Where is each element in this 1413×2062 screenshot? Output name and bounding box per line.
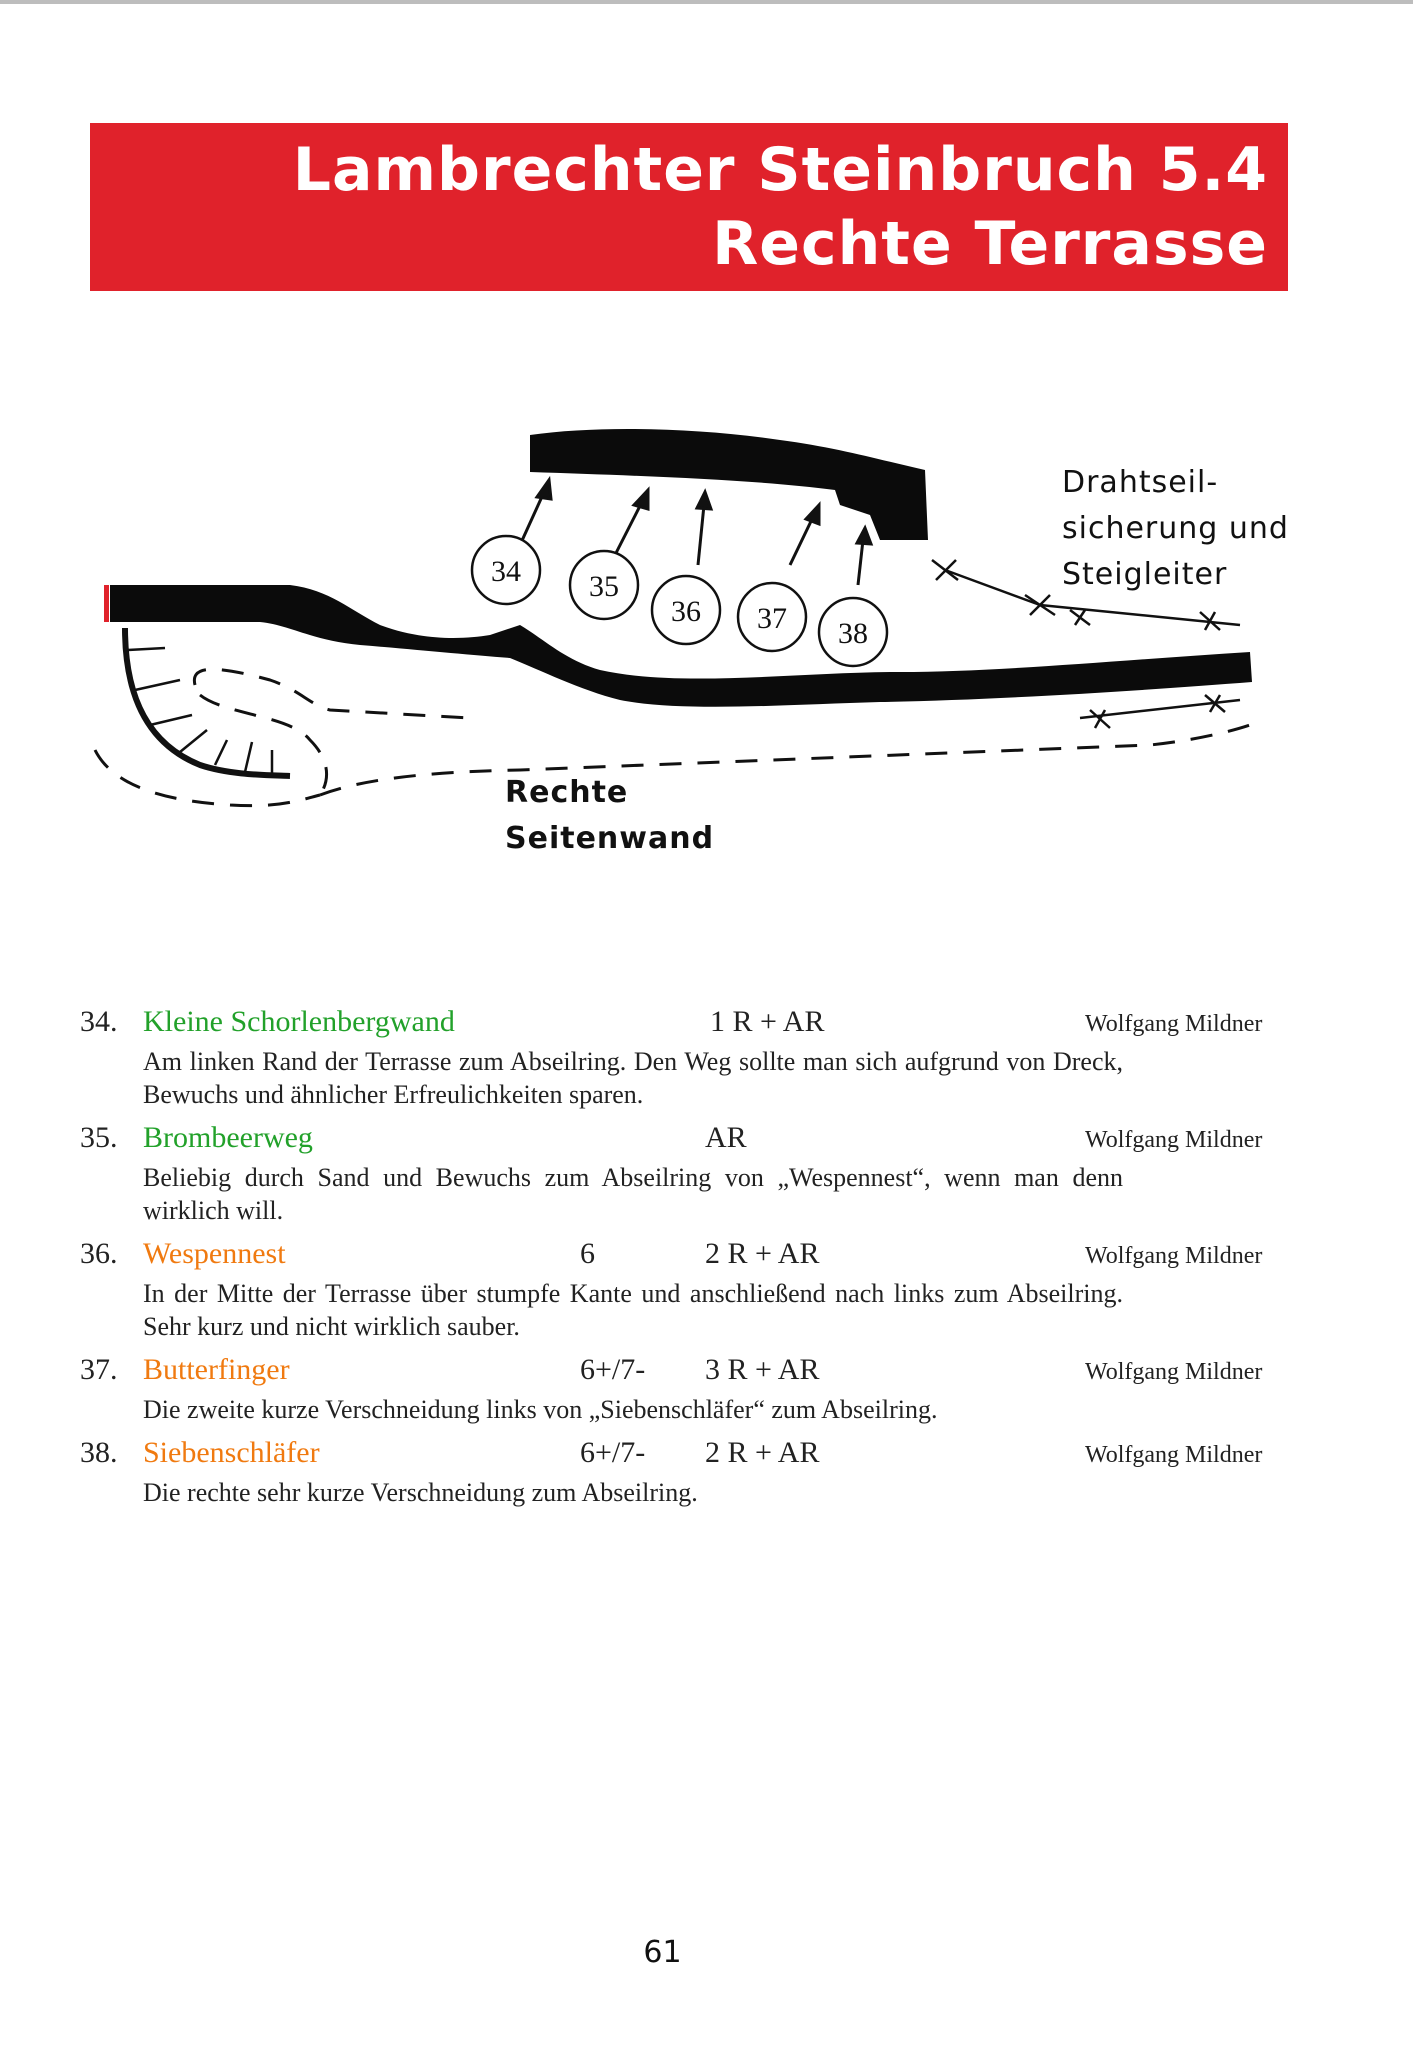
wire-rope-label-line-2: sicherung und [1062, 511, 1289, 546]
route-protection: 2 R + AR [705, 1436, 820, 1469]
route-marker-37: 37 [757, 602, 787, 635]
route-header [80, 1353, 1300, 1393]
wire-rope-label-line-3: Steigleiter [1062, 557, 1228, 592]
route-author: Wolfgang Mildner [1085, 1243, 1263, 1269]
route-entry [80, 1121, 1300, 1227]
route-marker-38: 38 [838, 617, 868, 650]
left-gully [125, 628, 290, 776]
route-number: 36. [80, 1237, 118, 1270]
wire-rope-label-line-1: Drahtseil- [1062, 465, 1219, 500]
route-grade: 6+/7- [580, 1436, 646, 1469]
route-author: Wolfgang Mildner [1085, 1442, 1263, 1468]
route-description: Beliebig durch Sand und Bewuchs zum Abseilring von „Wespennest“, wenn man denn wirklich will. [143, 1163, 1123, 1225]
title-line-1: Lambrechter Steinbruch 5.4 [292, 135, 1268, 205]
route-number: 37. [80, 1353, 118, 1386]
route-name: Wespennest [143, 1237, 286, 1270]
side-wall-label [505, 770, 714, 862]
wire-rope-label [1062, 460, 1289, 598]
title-line-2: Rechte Terrasse [712, 209, 1268, 279]
route-author: Wolfgang Mildner [1085, 1011, 1263, 1037]
route-name: Kleine Schorlenbergwand [143, 1005, 455, 1038]
red-edge-mark [104, 585, 109, 622]
route-protection: 2 R + AR [705, 1237, 820, 1270]
route-grade: 6 [580, 1237, 595, 1270]
route-entry [80, 1237, 1300, 1343]
route-description: Die zweite kurze Verschneidung links von „Siebenschläfer“ zum Abseilring. [143, 1395, 938, 1424]
route-entry [80, 1353, 1300, 1426]
route-header [80, 1005, 1300, 1045]
page-number: 61 [643, 1935, 682, 1970]
route-entry [80, 1436, 1300, 1509]
side-wall-label-line-2: Seitenwand [505, 821, 715, 856]
route-protection: 1 R + AR [710, 1005, 825, 1038]
route-number: 34. [80, 1005, 118, 1038]
route-grade: 6+/7- [580, 1353, 646, 1386]
topo-diagram [0, 0, 1413, 900]
route-entry [80, 1005, 1300, 1111]
route-marker-35: 35 [589, 570, 619, 603]
route-name: Brombeerweg [143, 1121, 313, 1154]
route-description: In der Mitte der Terrasse über stumpfe Kante und anschließend nach links zum Abseilring. Sehr kurz und nicht wirklich sauber. [143, 1279, 1123, 1341]
route-protection: AR [705, 1121, 747, 1154]
route-description: Am linken Rand der Terrasse zum Abseilring. Den Weg sollte man sich aufgrund von Dreck, Bewuchs und ähnlicher Erfreulichkeiten sparen. [143, 1047, 1123, 1109]
side-wall-label-line-1: Rechte [505, 775, 629, 810]
route-number: 35. [80, 1121, 118, 1154]
upper-rock-band [530, 429, 928, 540]
route-name: Butterfinger [143, 1353, 290, 1386]
route-header [80, 1237, 1300, 1277]
route-header [80, 1436, 1300, 1476]
route-author: Wolfgang Mildner [1085, 1127, 1263, 1153]
route-description: Die rechte sehr kurze Verschneidung zum Abseilring. [143, 1478, 698, 1507]
route-marker-34: 34 [491, 555, 521, 588]
route-name: Siebenschläfer [143, 1436, 320, 1469]
route-number: 38. [80, 1436, 118, 1469]
route-list [80, 1005, 1300, 1519]
route-marker-36: 36 [671, 595, 701, 628]
route-header [80, 1121, 1300, 1161]
route-author: Wolfgang Mildner [1085, 1359, 1263, 1385]
route-protection: 3 R + AR [705, 1353, 820, 1386]
